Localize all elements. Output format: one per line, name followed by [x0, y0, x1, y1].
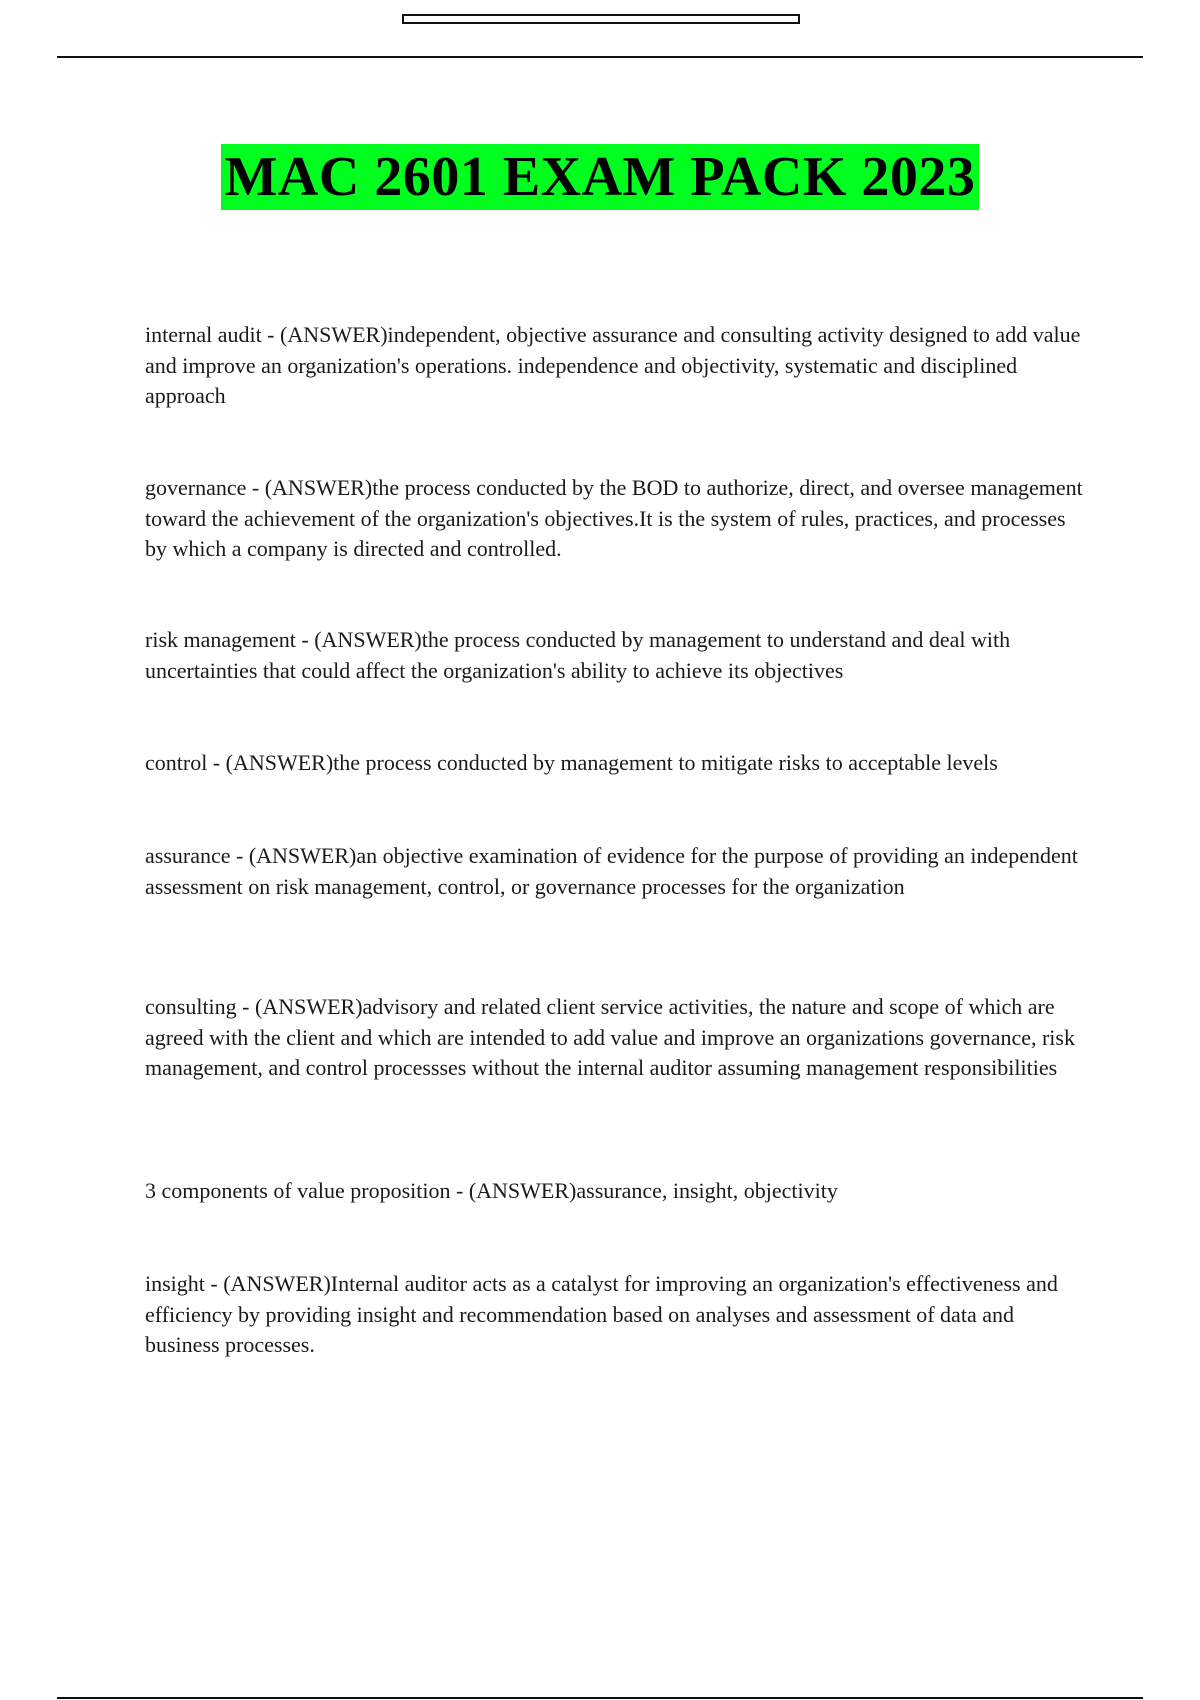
- title-wrap: [0, 144, 1200, 210]
- entry-consulting: consulting - (ANSWER)advisory and related client service activities, the nature and scope of which are agreed with the client and which are intended to add value and improve an organizations governance, risk management, and control processses without the internal auditor assuming management responsibilities: [145, 994, 1075, 1080]
- entry-value-proposition: 3 components of value proposition - (ANSWER)assurance, insight, objectivity: [145, 1178, 838, 1203]
- entry-control: control - (ANSWER)the process conducted by management to mitigate risks to acceptable levels: [145, 750, 998, 775]
- entry-internal-audit: internal audit - (ANSWER)independent, objective assurance and consulting activity designed to add value and improve an organization's operations. independence and objectivity, systematic and disciplined approach: [145, 322, 1081, 408]
- entry-risk-management: risk management - (ANSWER)the process conducted by management to understand and deal with uncertainties that could affect the organization's ability to achieve its objectives: [145, 627, 1011, 683]
- entry-governance: governance - (ANSWER)the process conducted by the BOD to authorize, direct, and oversee management toward the achievement of the organization's objectives.It is the system of rules, practices, and processes by which a company is directed and controlled.: [145, 475, 1083, 561]
- header-box: [402, 14, 800, 24]
- footer-rule: [57, 1697, 1143, 1699]
- page-title: MAC 2601 EXAM PACK 2023: [221, 144, 980, 210]
- entry-insight: insight - (ANSWER)Internal auditor acts as a catalyst for improving an organization's effectiveness and efficiency by providing insight and recommendation based on analyses and assessment of data and business processes.: [145, 1271, 1058, 1357]
- header-rule: [57, 56, 1143, 58]
- entry-assurance: assurance - (ANSWER)an objective examination of evidence for the purpose of providing an independent assessment on risk management, control, or governance processes for the organization: [145, 843, 1078, 899]
